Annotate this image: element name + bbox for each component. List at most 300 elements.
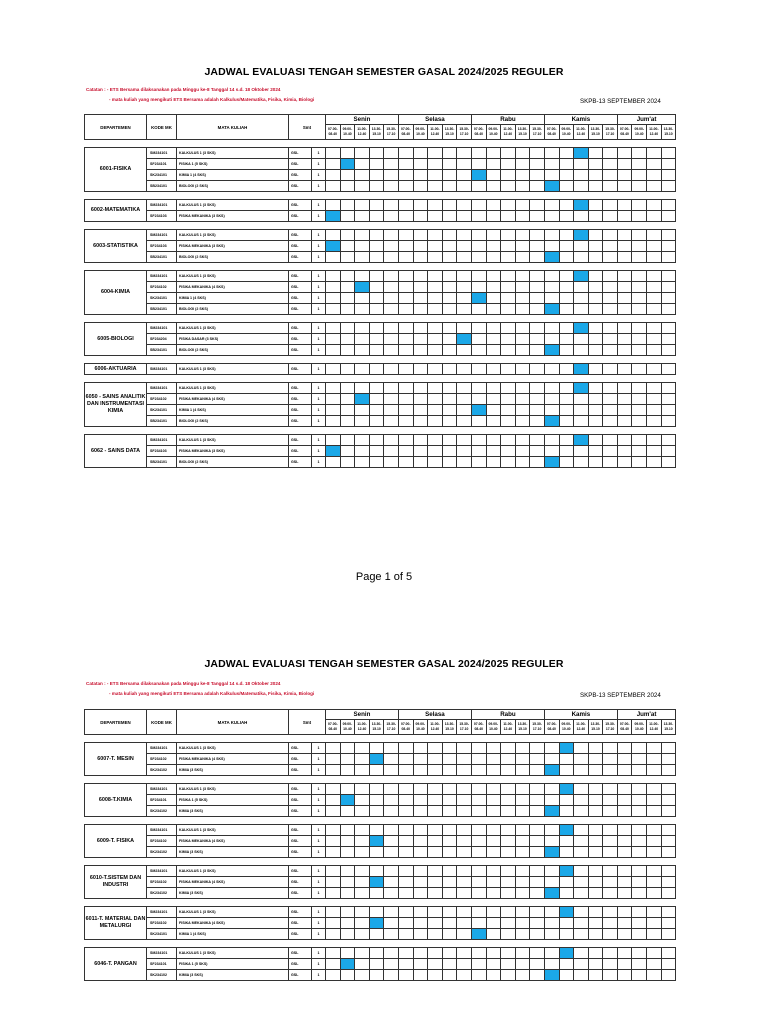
exam-slot xyxy=(661,959,676,970)
exam-slot xyxy=(603,795,618,806)
exam-slot xyxy=(384,918,399,929)
credit-cell: 1 xyxy=(312,806,326,817)
course-name-cell: FISIKA DASAR (3 SKS) xyxy=(177,334,289,345)
note-line-1: Catatan : - ETS Bersama dilaksanakan pada Minggu ke-8 Tanggal 14 s.d. 18 Oktober 2024 xyxy=(86,681,281,686)
time-slot-header: 11.00-12.40 xyxy=(501,125,516,140)
credit-cell: 1 xyxy=(312,364,326,375)
credit-cell: 1 xyxy=(312,888,326,899)
credit-cell: 1 xyxy=(312,970,326,981)
exam-slot xyxy=(501,795,516,806)
exam-slot xyxy=(588,866,603,877)
exam-slot xyxy=(326,866,341,877)
exam-slot xyxy=(515,888,530,899)
exam-slot xyxy=(384,970,399,981)
course-header: MATA KULIAH xyxy=(177,115,289,140)
exam-slot xyxy=(369,959,384,970)
exam-slot xyxy=(369,825,384,836)
exam-slot xyxy=(442,959,457,970)
course-code-cell: SF234204 xyxy=(147,334,177,345)
exam-slot xyxy=(413,877,428,888)
course-name-cell: FISIKA MEKANIKA (3 SKS) xyxy=(177,241,289,252)
exam-slot xyxy=(661,907,676,918)
course-code-cell: SK234102 xyxy=(147,806,177,817)
credit-cell: 1 xyxy=(312,435,326,446)
exam-slot xyxy=(398,866,413,877)
table-row xyxy=(85,929,676,940)
exam-slot xyxy=(471,948,486,959)
day-header: Senin xyxy=(326,115,399,125)
table-row xyxy=(85,784,676,795)
exam-slot xyxy=(501,866,516,877)
exam-slot xyxy=(428,836,443,847)
exam-slot xyxy=(588,907,603,918)
time-slot-header: 15.30-17.10 xyxy=(530,125,545,140)
exam-slot xyxy=(530,795,545,806)
exam-slot xyxy=(471,825,486,836)
semester-cell: GSL xyxy=(289,394,312,405)
exam-slot xyxy=(442,888,457,899)
exam-slot xyxy=(471,806,486,817)
department-cell: 6005-BIOLOGI xyxy=(85,323,147,356)
time-slot-header: 07.00-08.40 xyxy=(544,125,559,140)
exam-slot xyxy=(428,743,443,754)
exam-slot xyxy=(588,765,603,776)
exam-slot xyxy=(603,847,618,858)
course-name-cell: KIMIA (3 SKS) xyxy=(177,888,289,899)
exam-slot-scheduled xyxy=(559,825,574,836)
exam-slot xyxy=(471,847,486,858)
department-cell: 6010-T.SISTEM DAN INDUSTRI xyxy=(85,866,147,899)
exam-slot xyxy=(355,825,370,836)
exam-slot xyxy=(530,929,545,940)
exam-slot xyxy=(588,784,603,795)
time-slot-header: 11.00-12.40 xyxy=(355,125,370,140)
semester-cell: GSL xyxy=(289,271,312,282)
day-header: Jum'at xyxy=(617,710,675,720)
time-slot-header: 07.00-08.40 xyxy=(398,720,413,735)
exam-slot-scheduled xyxy=(559,907,574,918)
exam-slot xyxy=(413,907,428,918)
course-name-cell: FISIKA MEKANIKA (4 SKS) xyxy=(177,394,289,405)
time-slot-header: 13.30-15.10 xyxy=(369,720,384,735)
course-code-cell: SM234101 xyxy=(147,907,177,918)
course-code-cell: SM234101 xyxy=(147,364,177,375)
exam-slot xyxy=(398,754,413,765)
exam-slot xyxy=(617,888,632,899)
exam-slot xyxy=(588,929,603,940)
time-slot-header: 11.00-12.40 xyxy=(501,720,516,735)
exam-slot xyxy=(486,806,501,817)
exam-slot xyxy=(340,888,355,899)
department-cell: 6004-KIMIA xyxy=(85,271,147,315)
note-line-2: - mata kuliah yang mengikuti ETS Bersama adalah Kalkulus/Matematika, Fisika, Kimia, Biologi xyxy=(109,97,315,102)
exam-slot xyxy=(559,959,574,970)
exam-slot xyxy=(486,877,501,888)
exam-slot xyxy=(398,948,413,959)
department-cell: 6007-T. MESIN xyxy=(85,743,147,776)
semester-cell: GSL xyxy=(289,907,312,918)
time-slot-header: 13.30-15.10 xyxy=(588,125,603,140)
exam-slot xyxy=(574,918,589,929)
exam-slot xyxy=(384,959,399,970)
exam-slot xyxy=(457,847,472,858)
exam-slot xyxy=(355,743,370,754)
exam-slot xyxy=(515,836,530,847)
time-slot-header: 07.00-08.40 xyxy=(471,125,486,140)
department-cell: 6001-FISIKA xyxy=(85,148,147,192)
exam-slot xyxy=(428,877,443,888)
credit-cell: 1 xyxy=(312,345,326,356)
exam-slot xyxy=(326,907,341,918)
exam-slot xyxy=(428,970,443,981)
exam-slot xyxy=(355,929,370,940)
exam-slot xyxy=(413,888,428,899)
exam-slot xyxy=(574,765,589,776)
exam-slot xyxy=(340,784,355,795)
exam-slot xyxy=(588,959,603,970)
day-header: Kamis xyxy=(544,115,617,125)
exam-slot xyxy=(501,836,516,847)
exam-slot xyxy=(471,795,486,806)
time-slot-header: 07.00-08.40 xyxy=(398,125,413,140)
exam-slot xyxy=(530,743,545,754)
credit-cell: 1 xyxy=(312,847,326,858)
exam-slot xyxy=(355,888,370,899)
exam-slot xyxy=(384,948,399,959)
exam-slot xyxy=(398,970,413,981)
exam-slot xyxy=(355,907,370,918)
exam-slot xyxy=(486,888,501,899)
exam-slot xyxy=(355,784,370,795)
course-code-cell: SK234102 xyxy=(147,847,177,858)
department-cell: 6050 - SAINS ANALITIK DAN INSTRUMENTASI KIMIA xyxy=(85,383,147,427)
exam-slot xyxy=(442,795,457,806)
exam-slot xyxy=(384,836,399,847)
exam-slot xyxy=(413,836,428,847)
exam-slot xyxy=(442,929,457,940)
exam-slot xyxy=(398,825,413,836)
exam-slot xyxy=(559,765,574,776)
time-slot-header: 15.30-17.10 xyxy=(457,720,472,735)
exam-slot xyxy=(617,784,632,795)
exam-slot xyxy=(530,836,545,847)
exam-slot xyxy=(647,836,662,847)
exam-slot xyxy=(384,907,399,918)
semester-cell: GSL xyxy=(289,888,312,899)
exam-slot xyxy=(632,959,647,970)
time-slot-header: 09.00-10.40 xyxy=(486,125,501,140)
exam-slot xyxy=(413,765,428,776)
course-name-cell: KIMIA 1 (4 SKS) xyxy=(177,293,289,304)
exam-slot xyxy=(413,970,428,981)
exam-slot xyxy=(398,765,413,776)
course-code-cell: SF234102 xyxy=(147,282,177,293)
exam-slot xyxy=(442,866,457,877)
semester-cell: GSL xyxy=(289,282,312,293)
table-row xyxy=(85,907,676,918)
exam-slot xyxy=(544,918,559,929)
exam-slot xyxy=(457,888,472,899)
exam-slot xyxy=(544,877,559,888)
exam-slot xyxy=(661,970,676,981)
course-name-cell: KIMIA (3 SKS) xyxy=(177,765,289,776)
exam-slot-scheduled xyxy=(340,795,355,806)
course-name-cell: KALKULUS 1 (3 SKS) xyxy=(177,907,289,918)
exam-slot xyxy=(603,888,618,899)
credit-cell: 1 xyxy=(312,394,326,405)
table-row xyxy=(85,847,676,858)
exam-slot xyxy=(355,877,370,888)
exam-slot xyxy=(647,888,662,899)
table-row xyxy=(85,825,676,836)
exam-slot xyxy=(471,743,486,754)
course-name-cell: KIMIA (3 SKS) xyxy=(177,847,289,858)
course-code-cell: SM234101 xyxy=(147,948,177,959)
table-row xyxy=(85,877,676,888)
exam-slot xyxy=(471,866,486,877)
exam-slot xyxy=(355,754,370,765)
exam-slot xyxy=(574,806,589,817)
exam-slot xyxy=(398,806,413,817)
exam-slot xyxy=(471,918,486,929)
course-code-cell: SK234102 xyxy=(147,888,177,899)
time-slot-header: 11.00-12.40 xyxy=(574,720,589,735)
exam-slot xyxy=(442,918,457,929)
exam-slot xyxy=(530,948,545,959)
credit-cell: 1 xyxy=(312,836,326,847)
exam-slot xyxy=(428,918,443,929)
exam-slot xyxy=(369,970,384,981)
exam-slot xyxy=(428,765,443,776)
course-name-cell: FISIKA 1 (5 SKS) xyxy=(177,795,289,806)
exam-slot xyxy=(530,918,545,929)
course-name-cell: KALKULUS 1 (3 SKS) xyxy=(177,866,289,877)
exam-slot xyxy=(428,806,443,817)
exam-slot xyxy=(428,888,443,899)
exam-slot xyxy=(428,959,443,970)
exam-slot-scheduled xyxy=(369,754,384,765)
time-slot-header: 09.00-10.40 xyxy=(486,720,501,735)
exam-slot xyxy=(486,795,501,806)
exam-slot xyxy=(326,929,341,940)
exam-slot xyxy=(544,866,559,877)
time-slot-header: 07.00-08.40 xyxy=(326,720,341,735)
exam-slot xyxy=(428,825,443,836)
exam-slot xyxy=(369,743,384,754)
semester-cell: GSL xyxy=(289,323,312,334)
credit-cell: 1 xyxy=(312,159,326,170)
time-slot-header: 13.30-15.10 xyxy=(661,125,676,140)
exam-slot xyxy=(355,836,370,847)
exam-slot xyxy=(501,970,516,981)
exam-slot xyxy=(515,959,530,970)
exam-slot xyxy=(369,795,384,806)
table-row xyxy=(85,918,676,929)
course-code-cell: SK234102 xyxy=(147,765,177,776)
exam-slot xyxy=(457,806,472,817)
semester-cell: GSL xyxy=(289,364,312,375)
course-name-cell: KALKULUS 1 (3 SKS) xyxy=(177,784,289,795)
exam-slot xyxy=(617,754,632,765)
time-slot-header: 13.30-15.10 xyxy=(661,720,676,735)
exam-slot xyxy=(544,795,559,806)
exam-slot xyxy=(369,765,384,776)
exam-slot xyxy=(515,795,530,806)
semester-cell: GSL xyxy=(289,252,312,263)
exam-slot xyxy=(340,907,355,918)
exam-slot xyxy=(355,765,370,776)
exam-slot xyxy=(574,948,589,959)
department-cell: 6046-T. PANGAN xyxy=(85,948,147,981)
exam-slot xyxy=(530,959,545,970)
exam-slot xyxy=(617,918,632,929)
credit-cell: 1 xyxy=(312,383,326,394)
credit-cell: 1 xyxy=(312,416,326,427)
exam-slot xyxy=(574,959,589,970)
exam-slot xyxy=(340,877,355,888)
time-slot-header: 07.00-08.40 xyxy=(617,125,632,140)
course-name-cell: KALKULUS 1 (3 SKS) xyxy=(177,271,289,282)
exam-slot xyxy=(486,929,501,940)
table-row xyxy=(85,743,676,754)
table-row xyxy=(85,836,676,847)
exam-slot xyxy=(384,825,399,836)
time-slot-header: 07.00-08.40 xyxy=(326,125,341,140)
course-code-cell: SF234101 xyxy=(147,795,177,806)
exam-slot xyxy=(384,877,399,888)
table-row xyxy=(85,888,676,899)
exam-slot xyxy=(515,970,530,981)
exam-slot xyxy=(574,836,589,847)
exam-slot-scheduled xyxy=(544,888,559,899)
exam-slot xyxy=(457,765,472,776)
credit-cell: 1 xyxy=(312,211,326,222)
exam-slot xyxy=(486,907,501,918)
semester-cell: GSL xyxy=(289,970,312,981)
course-code-cell: SF234102 xyxy=(147,754,177,765)
course-name-cell: FISIKA 1 (5 SKS) xyxy=(177,959,289,970)
credit-cell: 1 xyxy=(312,929,326,940)
exam-slot xyxy=(471,754,486,765)
exam-slot xyxy=(384,784,399,795)
exam-slot xyxy=(559,806,574,817)
semester-cell: GSL xyxy=(289,847,312,858)
exam-slot xyxy=(603,929,618,940)
credit-cell: 1 xyxy=(312,282,326,293)
page-number: Page 1 of 5 xyxy=(355,571,413,583)
exam-slot xyxy=(647,754,662,765)
exam-slot xyxy=(398,929,413,940)
course-name-cell: KALKULUS 1 (3 SKS) xyxy=(177,383,289,394)
course-name-cell: BIOLOGI (2 SKS) xyxy=(177,345,289,356)
exam-slot xyxy=(515,847,530,858)
exam-slot xyxy=(544,836,559,847)
group-spacer xyxy=(85,735,676,743)
time-slot-header: 13.30-15.10 xyxy=(515,720,530,735)
semester-cell: GSL xyxy=(289,948,312,959)
course-name-cell: FISIKA MEKANIKA (4 SKS) xyxy=(177,877,289,888)
course-name-cell: KIMIA (3 SKS) xyxy=(177,806,289,817)
time-slot-header: 15.30-17.10 xyxy=(530,720,545,735)
exam-slot xyxy=(501,948,516,959)
exam-slot xyxy=(632,918,647,929)
table-row xyxy=(85,970,676,981)
course-code-cell: SK234101 xyxy=(147,405,177,416)
exam-slot xyxy=(661,847,676,858)
exam-slot xyxy=(413,948,428,959)
course-code-cell: SK234101 xyxy=(147,293,177,304)
credit-cell: 1 xyxy=(312,907,326,918)
time-slot-header: 13.30-15.10 xyxy=(442,125,457,140)
credit-cell: 1 xyxy=(312,170,326,181)
semester-cell: GSL xyxy=(289,959,312,970)
exam-slot-scheduled xyxy=(369,918,384,929)
time-slot-header: 15.30-17.10 xyxy=(457,125,472,140)
exam-slot xyxy=(574,866,589,877)
credit-cell: 1 xyxy=(312,200,326,211)
exam-slot xyxy=(647,866,662,877)
exam-slot xyxy=(574,754,589,765)
exam-slot xyxy=(326,743,341,754)
time-slot-header: 11.00-12.40 xyxy=(647,125,662,140)
exam-slot xyxy=(515,765,530,776)
exam-slot xyxy=(632,806,647,817)
exam-slot xyxy=(632,907,647,918)
exam-slot xyxy=(326,825,341,836)
exam-slot xyxy=(457,877,472,888)
exam-slot xyxy=(574,877,589,888)
exam-slot xyxy=(559,847,574,858)
exam-slot xyxy=(661,795,676,806)
group-spacer xyxy=(85,899,676,907)
exam-slot xyxy=(603,918,618,929)
exam-slot xyxy=(428,929,443,940)
course-code-cell: SF234102 xyxy=(147,918,177,929)
exam-slot xyxy=(603,784,618,795)
exam-slot xyxy=(398,959,413,970)
exam-slot xyxy=(384,888,399,899)
exam-slot xyxy=(661,948,676,959)
credit-cell: 1 xyxy=(312,304,326,315)
exam-slot xyxy=(501,765,516,776)
course-name-cell: BIOLOGI (2 SKS) xyxy=(177,181,289,192)
exam-slot xyxy=(413,795,428,806)
semester-cell: GSL xyxy=(289,457,312,468)
table-row xyxy=(85,754,676,765)
time-slot-header: 09.00-10.40 xyxy=(413,125,428,140)
course-code-cell: SB234101 xyxy=(147,252,177,263)
exam-slot xyxy=(617,929,632,940)
exam-slot xyxy=(530,754,545,765)
exam-slot xyxy=(442,784,457,795)
exam-slot xyxy=(661,929,676,940)
exam-slot xyxy=(442,877,457,888)
exam-slot xyxy=(617,765,632,776)
exam-slot xyxy=(647,825,662,836)
time-slot-header: 09.00-10.40 xyxy=(340,720,355,735)
exam-slot xyxy=(486,784,501,795)
exam-slot xyxy=(340,836,355,847)
exam-slot xyxy=(574,784,589,795)
exam-slot xyxy=(413,866,428,877)
exam-slot xyxy=(340,866,355,877)
exam-slot xyxy=(603,765,618,776)
semester-cell: GSL xyxy=(289,743,312,754)
exam-slot xyxy=(603,866,618,877)
exam-slot xyxy=(355,866,370,877)
exam-slot xyxy=(471,959,486,970)
exam-slot xyxy=(340,765,355,776)
